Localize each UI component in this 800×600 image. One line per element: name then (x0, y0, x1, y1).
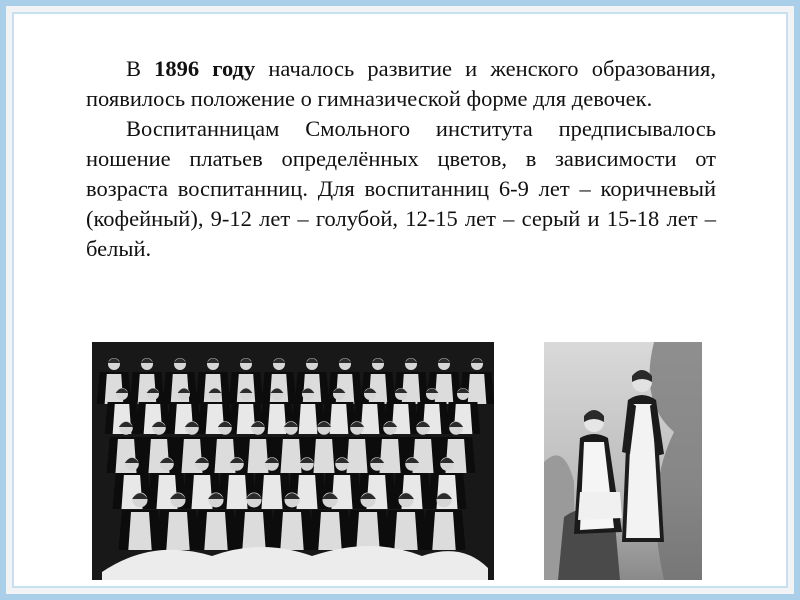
group-photo (92, 342, 494, 580)
group-photo-image (92, 342, 494, 580)
body-text (86, 54, 716, 264)
pair-photo-image (544, 342, 702, 580)
year-highlight: 1896 году (154, 56, 256, 81)
paragraph-2: Воспитанницам Смольного института предписывалось ношение платьев определённых цветов, в зависимости от возраста воспитанниц. Для воспитанниц 6-9 лет – коричневый (кофейный), 9-12 лет – голубой, 12-15 лет – серый и 15-18 лет – белый. (86, 116, 716, 261)
paragraph-1-prefix: В (126, 56, 155, 81)
paragraph-1-rest: началось развитие и женского образования, появилось положение о гимназической форме для девочек. (86, 56, 717, 111)
pair-photo (544, 342, 702, 580)
paragraph-1 (86, 54, 716, 114)
